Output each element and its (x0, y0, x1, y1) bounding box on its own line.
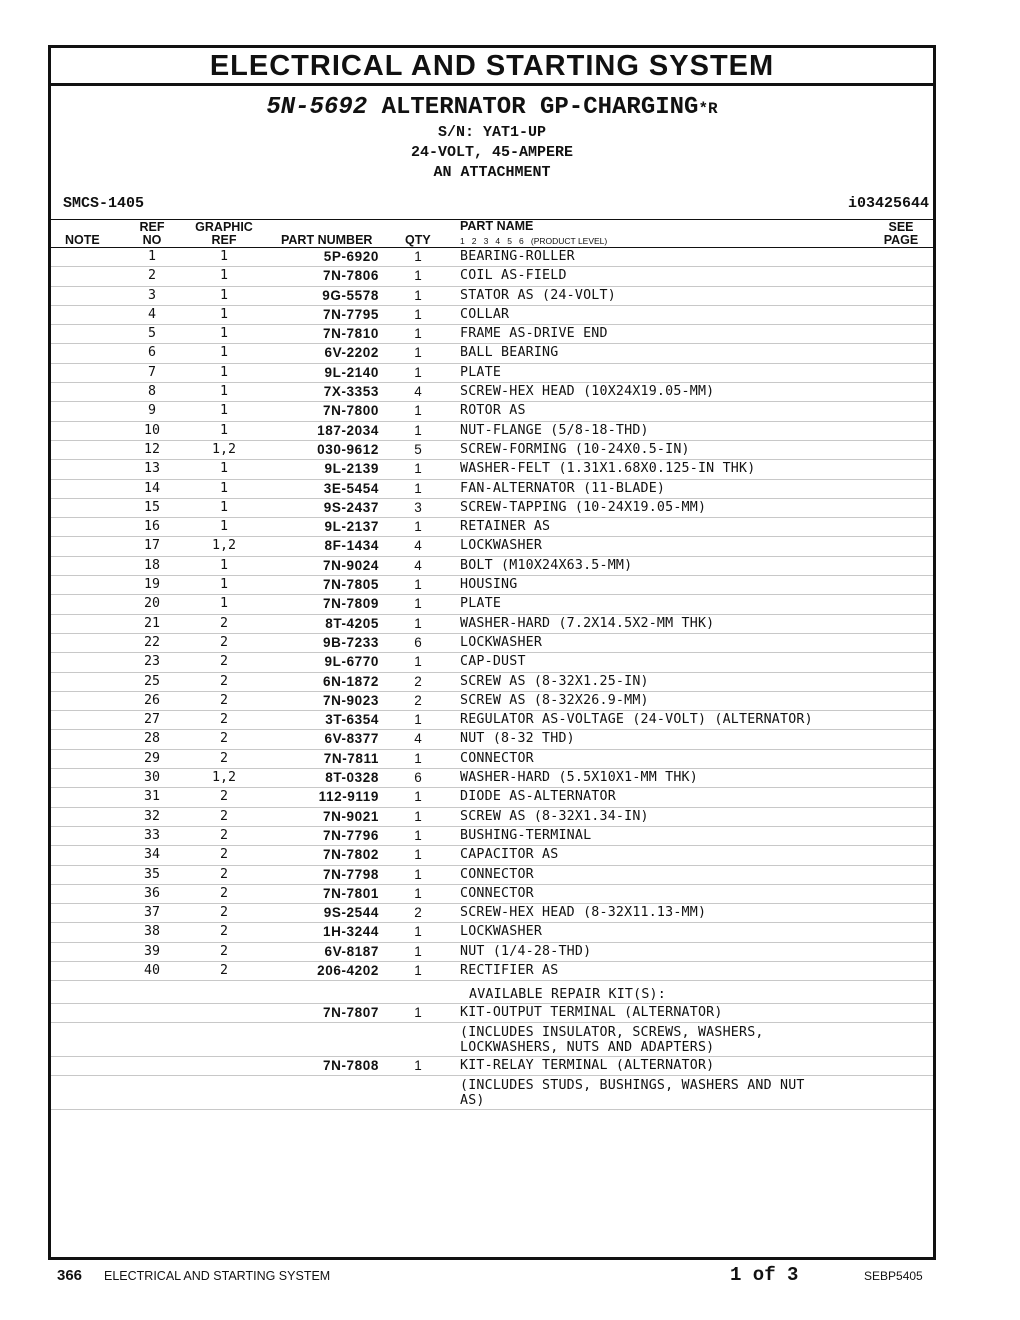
part-number-cell: 5P-6920 (323, 249, 379, 264)
graphic-ref-cell: 2 (219, 654, 228, 670)
part-name-cell: BOLT (M10X24X63.5-MM) (460, 557, 633, 573)
graphic-ref-cell: 2 (219, 924, 228, 940)
part-number-cell: 112-9119 (318, 789, 379, 805)
qty-cell: 1 (414, 306, 422, 322)
part-name-cell: WASHER-HARD (5.5X10X1-MM THK) (460, 770, 698, 786)
table-row (51, 943, 933, 962)
qty-cell: 1 (414, 789, 422, 805)
part-number-cell: 9L-2139 (324, 461, 379, 477)
ref-no-cell: 35 (143, 866, 160, 882)
ref-no-cell: 40 (143, 962, 160, 978)
qty-cell: 4 (414, 557, 422, 573)
ref-no-cell: 37 (143, 905, 160, 921)
part-name-cell: CAPACITOR AS (460, 847, 559, 863)
ref-no-cell: 27 (143, 712, 160, 728)
graphic-ref-cell: 2 (219, 615, 228, 631)
illustration-id: i03425644 (847, 195, 929, 212)
qty-cell: 4 (414, 384, 422, 400)
part-number-cell: 6V-8377 (324, 731, 379, 747)
ref-no-cell: 26 (143, 692, 160, 708)
part-name-cell: NUT (1/4-28-THD) (460, 943, 592, 959)
part-number-cell: 9L-2137 (324, 519, 379, 535)
graphic-ref-cell: 1 (219, 519, 228, 535)
table-row (51, 499, 933, 518)
qty-cell: 1 (414, 885, 422, 901)
qty-cell: 1 (414, 596, 422, 612)
table-row (51, 402, 933, 421)
qty-cell: 1 (414, 943, 422, 959)
qty-cell: 1 (414, 364, 422, 380)
kit-qty: 1 (414, 1005, 422, 1021)
ref-no-cell: 14 (143, 480, 160, 496)
part-name-cell: COLLAR (460, 306, 510, 322)
part-number-cell: 9G-5578 (322, 287, 379, 303)
part-name-cell: HOUSING (460, 577, 518, 593)
col-graphic-top: GRAPHIC (195, 220, 253, 234)
kit-heading-row (51, 981, 933, 1004)
graphic-ref-cell: 2 (219, 847, 228, 863)
table-row (51, 653, 933, 672)
part-number-cell: 6V-2202 (324, 345, 379, 361)
graphic-ref-cell: 2 (219, 885, 228, 901)
table-row (51, 673, 933, 692)
page-title: ELECTRICAL AND STARTING SYSTEM (209, 50, 775, 82)
qty-cell: 1 (414, 345, 422, 361)
part-name-cell: SCREW AS (8-32X1.34-IN) (460, 808, 649, 824)
part-name-cell: CONNECTOR (460, 750, 534, 766)
graphic-ref-cell: 1 (219, 364, 228, 380)
table-row (51, 711, 933, 730)
part-number-cell: 7N-9021 (323, 808, 379, 824)
graphic-ref-cell: 2 (219, 943, 228, 959)
footer-page-number: 366 (57, 1267, 83, 1284)
part-name-cell: SCREW-TAPPING (10-24X19.05-MM) (460, 499, 707, 515)
group-tag: *R (698, 100, 718, 118)
graphic-ref-cell: 1 (219, 345, 228, 361)
graphic-ref-cell: 1 (219, 422, 228, 438)
part-number-cell: 7N-7796 (323, 827, 379, 843)
graphic-ref-cell: 2 (219, 827, 228, 843)
part-name-cell: LOCKWASHER (460, 538, 543, 554)
footer-publication: SEBP5405 (864, 1269, 923, 1283)
graphic-ref-cell: 1 (219, 326, 228, 342)
kit-includes-row (51, 1023, 933, 1057)
ref-no-cell: 20 (143, 596, 160, 612)
kit-row (51, 1004, 933, 1023)
part-name-cell: FAN-ALTERNATOR (11-BLADE) (460, 480, 666, 496)
col-part-number: PART NUMBER (281, 233, 373, 247)
qty-cell: 5 (414, 441, 422, 457)
group-name: ALTERNATOR GP-CHARGING (381, 94, 699, 121)
graphic-ref-cell: 1,2 (211, 441, 237, 457)
graphic-ref-cell: 1 (219, 557, 228, 573)
part-number-cell: 1H-3244 (323, 924, 379, 940)
ref-no-cell: 15 (143, 499, 160, 515)
qty-cell: 3 (414, 499, 422, 515)
part-name-cell: REGULATOR AS-VOLTAGE (24-VOLT) (ALTERNATOR) (460, 712, 813, 728)
part-name-cell: DIODE AS-ALTERNATOR (460, 789, 616, 805)
table-row (51, 846, 933, 865)
qty-cell: 1 (414, 750, 422, 766)
col-note: NOTE (65, 233, 100, 247)
ref-no-cell: 33 (143, 827, 160, 843)
qty-cell: 1 (414, 808, 422, 824)
qty-cell: 1 (414, 866, 422, 882)
ref-no-cell: 17 (143, 538, 160, 554)
graphic-ref-cell: 2 (219, 673, 228, 689)
part-name-cell: SCREW AS (8-32X26.9-MM) (460, 692, 649, 708)
part-name-cell: CONNECTOR (460, 885, 534, 901)
table-row (51, 962, 933, 981)
part-number-cell: 7N-7805 (323, 577, 379, 593)
part-number-cell: 7N-7809 (323, 596, 379, 612)
ref-no-cell: 6 (147, 345, 156, 361)
part-number-cell: 7N-7798 (323, 866, 379, 882)
ref-no-cell: 25 (143, 673, 160, 689)
col-see-top: SEE (888, 220, 914, 234)
graphic-ref-cell: 2 (219, 962, 228, 978)
table-row (51, 306, 933, 325)
ref-no-cell: 31 (143, 789, 160, 805)
part-number-cell: 7N-7795 (323, 306, 379, 322)
ref-no-cell: 16 (143, 519, 160, 535)
qty-cell: 1 (414, 654, 422, 670)
col-see-bottom: PAGE (883, 233, 919, 247)
part-number-cell: 8T-4205 (325, 615, 379, 631)
graphic-ref-cell: 1,2 (211, 538, 237, 554)
ref-no-cell: 7 (147, 364, 156, 380)
part-number-cell: 8F-1434 (324, 538, 379, 554)
graphic-ref-cell: 1 (219, 577, 228, 593)
part-name-cell: COIL AS-FIELD (460, 268, 567, 284)
ref-no-cell: 29 (143, 750, 160, 766)
table-row (51, 827, 933, 846)
table-row (51, 595, 933, 614)
qty-cell: 1 (414, 249, 422, 264)
table-row (51, 537, 933, 556)
kit-name: KIT-RELAY TERMINAL (ALTERNATOR) (460, 1058, 715, 1074)
qty-cell: 4 (414, 731, 422, 747)
table-row (51, 866, 933, 885)
qty-cell: 1 (414, 924, 422, 940)
table-row (51, 460, 933, 479)
part-name-cell: WASHER-FELT (1.31X1.68X0.125-IN THK) (460, 461, 756, 477)
part-name-cell: FRAME AS-DRIVE END (460, 326, 608, 342)
ref-no-cell: 32 (143, 808, 160, 824)
graphic-ref-cell: 1 (219, 268, 228, 284)
ref-no-cell: 13 (143, 461, 160, 477)
table-row (51, 769, 933, 788)
col-part-name: PART NAME (460, 219, 534, 233)
part-name-cell: SCREW-FORMING (10-24X0.5-IN) (460, 441, 690, 457)
ref-no-cell: 39 (143, 943, 160, 959)
graphic-ref-cell: 2 (219, 692, 228, 708)
part-number-cell: 9S-2544 (323, 905, 379, 921)
table-row (51, 788, 933, 807)
meta-row (51, 195, 933, 220)
part-name-cell: WASHER-HARD (7.2X14.5X2-MM THK) (460, 615, 715, 631)
part-name-cell: LOCKWASHER (460, 924, 543, 940)
qty-cell: 6 (414, 770, 422, 786)
part-number-cell: 9B-7233 (323, 634, 379, 650)
table-row (51, 730, 933, 749)
qty-cell: 1 (414, 461, 422, 477)
qty-cell: 1 (414, 268, 422, 284)
col-ref-bottom: NO (142, 233, 162, 247)
part-name-cell: PLATE (460, 364, 502, 380)
part-number-cell: 7N-7800 (323, 403, 379, 419)
page-footer (0, 1262, 1020, 1292)
col-graphic-bottom: REF (211, 233, 237, 247)
part-number-cell: 7N-7801 (323, 885, 379, 901)
part-number-cell: 7N-9024 (323, 557, 379, 573)
table-row (51, 364, 933, 383)
table-row (51, 923, 933, 942)
qty-cell: 1 (414, 847, 422, 863)
qty-cell: 2 (414, 692, 422, 708)
col-product-levels: 1 2 3 4 5 6 (PRODUCT LEVEL) (460, 236, 608, 246)
ref-no-cell: 9 (147, 403, 156, 419)
graphic-ref-cell: 2 (219, 712, 228, 728)
table-row (51, 885, 933, 904)
ref-no-cell: 22 (143, 634, 160, 650)
kit-includes-row (51, 1076, 933, 1110)
kit-name: KIT-OUTPUT TERMINAL (ALTERNATOR) (460, 1005, 723, 1021)
footer-section: ELECTRICAL AND STARTING SYSTEM (104, 1269, 331, 1283)
part-name-cell: LOCKWASHER (460, 634, 543, 650)
table-row (51, 634, 933, 653)
part-name-cell: CAP-DUST (460, 654, 526, 670)
graphic-ref-cell: 1 (219, 403, 228, 419)
serial-range: S/N: YAT1-UP (437, 124, 547, 141)
ref-no-cell: 19 (143, 577, 160, 593)
table-row (51, 441, 933, 460)
part-number-cell: 7N-7802 (323, 847, 379, 863)
part-number-cell: 9L-6770 (324, 654, 379, 670)
graphic-ref-cell: 1 (219, 499, 228, 515)
repair-kits (51, 981, 933, 1110)
qty-cell: 1 (414, 326, 422, 342)
ref-no-cell: 2 (147, 268, 156, 284)
graphic-ref-cell: 2 (219, 866, 228, 882)
part-name-cell: CONNECTOR (460, 866, 534, 882)
graphic-ref-cell: 2 (219, 905, 228, 921)
graphic-ref-cell: 2 (219, 750, 228, 766)
ref-no-cell: 30 (143, 770, 160, 786)
table-row (51, 576, 933, 595)
ref-no-cell: 28 (143, 731, 160, 747)
table-row (51, 267, 933, 286)
ref-no-cell: 34 (143, 847, 160, 863)
kit-includes: (INCLUDES INSULATOR, SCREWS, WASHERS, LOCKWASHERS, NUTS AND ADAPTERS) (460, 1025, 764, 1056)
group-part-number: 5N-5692 (266, 94, 368, 121)
part-number-cell: 7N-7810 (323, 326, 379, 342)
qty-cell: 2 (414, 905, 422, 921)
graphic-ref-cell: 2 (219, 789, 228, 805)
col-ref-top: REF (139, 220, 165, 234)
graphic-ref-cell: 1 (219, 384, 228, 400)
ref-no-cell: 3 (147, 287, 156, 303)
qty-cell: 1 (414, 962, 422, 978)
part-number-cell: 9S-2437 (323, 499, 379, 515)
table-row (51, 518, 933, 537)
qty-cell: 1 (414, 480, 422, 496)
footer-page-of: 1 of 3 (730, 1264, 799, 1286)
table-row (51, 557, 933, 576)
ref-no-cell: 21 (143, 615, 160, 631)
graphic-ref-cell: 1 (219, 461, 228, 477)
smcs-code: SMCS-1405 (63, 195, 145, 212)
part-number-cell: 187-2034 (317, 422, 379, 438)
part-number-cell: 3T-6354 (325, 712, 379, 728)
ref-no-cell: 5 (147, 326, 156, 342)
column-headers (51, 220, 933, 248)
ref-no-cell: 36 (143, 885, 160, 901)
part-number-cell: 6V-8187 (324, 943, 379, 959)
graphic-ref-cell: 1 (219, 480, 228, 496)
qty-cell: 1 (414, 519, 422, 535)
graphic-ref-cell: 1,2 (211, 770, 237, 786)
table-row (51, 692, 933, 711)
table-row (51, 808, 933, 827)
qty-cell: 6 (414, 634, 422, 650)
table-row (51, 904, 933, 923)
part-name-cell: SCREW-HEX HEAD (10X24X19.05-MM) (460, 384, 715, 400)
table-row (51, 248, 933, 267)
part-name-cell: PLATE (460, 596, 502, 612)
part-name-cell: RETAINER AS (460, 519, 551, 535)
table-row (51, 750, 933, 769)
ref-no-cell: 10 (143, 422, 160, 438)
graphic-ref-cell: 2 (219, 634, 228, 650)
parts-list (51, 248, 933, 981)
part-name-cell: BEARING-ROLLER (460, 249, 575, 264)
spec-line: 24-VOLT, 45-AMPERE (410, 144, 574, 161)
ref-no-cell: 38 (143, 924, 160, 940)
table-row (51, 287, 933, 306)
ref-no-cell: 8 (147, 384, 156, 400)
table-row (51, 325, 933, 344)
parts-page-frame (48, 45, 936, 1260)
graphic-ref-cell: 1 (219, 596, 228, 612)
part-number-cell: 7N-7811 (323, 750, 379, 766)
part-number-cell: 9L-2140 (324, 364, 379, 380)
graphic-ref-cell: 2 (219, 731, 228, 747)
qty-cell: 1 (414, 827, 422, 843)
part-number-cell: 7N-7806 (323, 268, 379, 284)
graphic-ref-cell: 1 (219, 306, 228, 322)
part-number-cell: 030-9612 (317, 441, 379, 457)
part-name-cell: NUT-FLANGE (5/8-18-THD) (460, 422, 649, 438)
part-name-cell: SCREW-HEX HEAD (8-32X11.13-MM) (460, 905, 707, 921)
part-name-cell: STATOR AS (24-VOLT) (460, 287, 616, 303)
ref-no-cell: 23 (143, 654, 160, 670)
attachment-line: AN ATTACHMENT (433, 164, 551, 181)
kit-row (51, 1057, 933, 1076)
kit-includes: (INCLUDES STUDS, BUSHINGS, WASHERS AND NUT AS) (460, 1078, 805, 1109)
col-qty: QTY (405, 233, 431, 247)
table-row (51, 383, 933, 402)
graphic-ref-cell: 1 (219, 249, 228, 264)
part-name-cell: SCREW AS (8-32X1.25-IN) (460, 673, 649, 689)
table-row (51, 344, 933, 363)
qty-cell: 1 (414, 287, 422, 303)
part-name-cell: BALL BEARING (460, 345, 559, 361)
qty-cell: 1 (414, 615, 422, 631)
ref-no-cell: 18 (143, 557, 160, 573)
qty-cell: 1 (414, 712, 422, 728)
qty-cell: 4 (414, 538, 422, 554)
part-number-cell: 7N-9023 (323, 692, 379, 708)
part-number-cell: 206-4202 (317, 962, 379, 978)
part-name-cell: ROTOR AS (460, 403, 526, 419)
ref-no-cell: 1 (147, 249, 156, 264)
part-number-cell: 7X-3353 (323, 384, 379, 400)
ref-no-cell: 4 (147, 306, 156, 322)
part-name-cell: RECTIFIER AS (460, 962, 559, 978)
kit-qty: 1 (414, 1058, 422, 1074)
part-number-cell: 6N-1872 (323, 673, 379, 689)
graphic-ref-cell: 1 (219, 287, 228, 303)
group-heading (51, 94, 933, 123)
qty-cell: 1 (414, 403, 422, 419)
graphic-ref-cell: 2 (219, 808, 228, 824)
table-row (51, 480, 933, 499)
kit-part-number: 7N-7808 (323, 1058, 379, 1074)
kit-heading: AVAILABLE REPAIR KIT(S): (469, 987, 666, 1003)
part-number-cell: 3E-5454 (323, 480, 379, 496)
ref-no-cell: 12 (143, 441, 160, 457)
qty-cell: 2 (414, 673, 422, 689)
part-number-cell: 8T-0328 (325, 770, 379, 786)
kit-part-number: 7N-7807 (323, 1005, 379, 1021)
part-name-cell: NUT (8-32 THD) (460, 731, 575, 747)
qty-cell: 1 (414, 577, 422, 593)
table-row (51, 422, 933, 441)
table-row (51, 615, 933, 634)
title-bar (51, 48, 933, 86)
qty-cell: 1 (414, 422, 422, 438)
part-name-cell: BUSHING-TERMINAL (460, 827, 592, 843)
